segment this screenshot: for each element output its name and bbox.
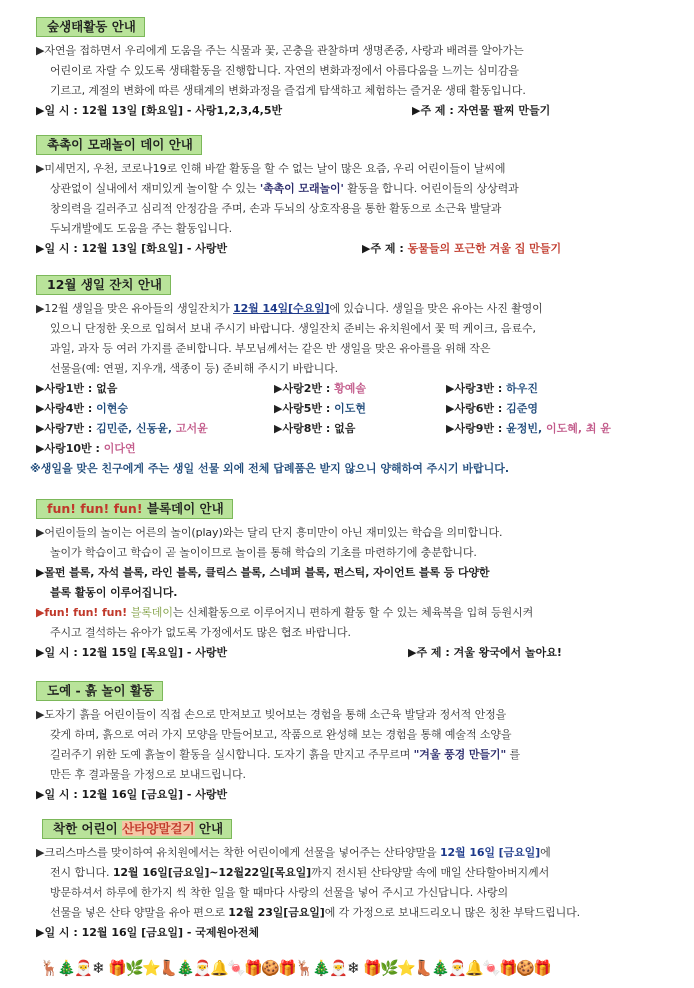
holly-icon: 🌿 <box>125 959 144 977</box>
text: 는 신체활동으로 이루어지니 편하게 활동 할 수 있는 체육복을 입혀 등원시켜 <box>172 606 534 619</box>
date-highlight: 12월 16일 [금요일] <box>439 846 541 859</box>
date-text: ▶일 시 : 12월 16일 [금요일] - 사랑반 <box>36 788 228 801</box>
paragraph <box>36 603 660 623</box>
title-part: 안내 <box>194 821 224 836</box>
tree-icon: 🎄 <box>312 959 331 977</box>
class-label: ▶사랑6반 : <box>446 402 507 415</box>
title-part: 블록데이 안내 <box>146 501 224 516</box>
paragraph: 선물을(예: 연필, 지우개, 색종이 등) 준비해 주시기 바랍니다. <box>50 362 339 375</box>
tree-icon: 🎄 <box>176 959 195 977</box>
class-row <box>36 379 660 399</box>
bell-icon: 🔔 <box>465 959 484 977</box>
holly-icon: 🌿 <box>380 959 399 977</box>
star-icon: ⭐ <box>397 959 416 977</box>
reindeer-icon: 🦌 <box>40 959 59 977</box>
section-birthday <box>30 274 660 479</box>
gift-icon: 🎁 <box>278 959 297 977</box>
date-text: ▶일 시 : 12월 13일 [화요일] - 사랑1,2,3,4,5반 <box>36 104 283 117</box>
paragraph: 기르고, 계절의 변화에 따른 생태계의 변화과정을 즐겁게 탐색하고 체험하는 즐거운 생태 활동입니다. <box>50 84 526 97</box>
title-part: 산타양말걸기 <box>122 821 195 836</box>
text: ▶12월 생일을 맞은 유아들의 생일잔치가 <box>36 302 234 315</box>
paragraph: ▶어린이들의 놀이는 어른의 놀이(play)와는 달리 단지 흥미만이 아닌 재미있는 학습을 의미합니다. <box>36 526 503 539</box>
class-value: 이다연 <box>103 442 136 455</box>
section-title: 12월 생일 잔치 안내 <box>36 275 171 295</box>
paragraph: 만든 후 결과물을 가정으로 보내드립니다. <box>50 768 246 781</box>
star-icon: ⭐ <box>142 959 161 977</box>
paragraph: 창의력을 길러주고 심리적 안정감을 주며, 손과 두뇌의 상호작용을 통한 활동으로 소근육 발달과 <box>50 202 502 215</box>
class-label: ▶사랑2반 : <box>274 382 335 395</box>
class-row <box>36 439 660 459</box>
class-value: 황예솔 <box>334 382 366 395</box>
class-value: 김준영 <box>506 402 538 415</box>
text: ▶fun! fun! fun! <box>36 606 131 619</box>
paragraph: 주시고 결석하는 유아가 없도록 가정에서도 많은 협조 바랍니다. <box>50 626 351 639</box>
paragraph: ▶도자기 흙을 어린이들이 직접 손으로 만져보고 빚어보는 경험을 통해 소근육 발달과 정서적 안정을 <box>36 708 507 721</box>
cookie-icon: 🍪 <box>261 959 280 977</box>
class-label: ▶사랑1반 : <box>36 382 97 395</box>
santa-icon: 🎅 <box>329 959 348 977</box>
tree-icon: 🎄 <box>431 959 450 977</box>
theme-text <box>362 239 561 259</box>
santa-icon: 🎅 <box>193 959 212 977</box>
section-forest <box>36 16 660 121</box>
section-title <box>42 819 232 839</box>
section-title: 촉촉이 모래놀이 데이 안내 <box>36 135 202 155</box>
section-title: 도예 - 흙 놀이 활동 <box>36 681 163 701</box>
schedule-row <box>36 239 660 259</box>
gift-icon: 🎁 <box>363 959 382 977</box>
schedule-row <box>36 101 660 121</box>
paragraph: ▶미세먼지, 우천, 코로나19로 인해 바깥 활동을 할 수 없는 날이 많은 요즘, 우리 어린이들이 날씨에 <box>36 162 506 175</box>
text: 까지 전시된 산타양말 속에 매일 산타할아버지께서 <box>311 866 550 879</box>
birthday-note: ※생일을 맞은 친구에게 주는 생일 선물 외에 전체 답례품은 받지 않으니 양해하여 주시기 바랍니다. <box>30 462 510 475</box>
highlight-text: "겨울 풍경 만들기" <box>413 748 507 761</box>
theme-value: 동물들의 포근한 겨울 집 만들기 <box>407 242 562 255</box>
boot-icon: 👢 <box>414 959 433 977</box>
class-value: 이현승 <box>96 402 128 415</box>
section-santa-sock <box>36 818 660 943</box>
gift-icon: 🎁 <box>499 959 518 977</box>
paragraph: 놀이가 학습이고 학습이 곧 놀이이므로 놀이를 통해 학습의 기초를 마련하기에 충분합니다. <box>50 546 477 559</box>
section-block-day <box>36 498 660 663</box>
santa-icon: 🎅 <box>448 959 467 977</box>
theme-label: ▶주 제 : <box>362 242 408 255</box>
candy-icon: 🍬 <box>482 959 501 977</box>
date-highlight: 12월 16일[금요일]~12월22일[목요일] <box>112 866 312 879</box>
boot-icon: 👢 <box>159 959 178 977</box>
text: 길러주기 위한 도예 흙놀이 활동을 실시합니다. 도자기 흙을 만지고 주무르며 <box>50 748 414 761</box>
paragraph: ▶몰펀 블록, 자석 블록, 라인 블록, 클릭스 블록, 스네퍼 블록, 펀스틱, 자이언트 블록 등 다양한 <box>36 566 490 579</box>
paragraph: 있으니 단정한 옷으로 입혀서 보내 주시기 바랍니다. 생일잔치 준비는 유치원에서 꽃 떡 케이크, 음료수, <box>50 322 536 335</box>
paragraph <box>36 863 660 883</box>
class-label: ▶사랑9반 : <box>446 422 507 435</box>
paragraph: 갖게 하며, 흙으로 여러 가지 모양을 만들어보고, 작품으로 완성해 보는 경험을 통해 예술적 소양을 <box>50 728 512 741</box>
class-value: 고서윤 <box>175 422 208 435</box>
text: 에 있습니다. 생일을 맞은 유아는 사진 촬영이 <box>329 302 543 315</box>
title-part: 착한 어린이 <box>53 821 123 836</box>
text: 활동을 합니다. 어린이들의 상상력과 <box>343 182 519 195</box>
text: 에 각 가정으로 보내드리오니 많은 칭찬 부탁드립니다. <box>324 906 581 919</box>
schedule-row <box>36 785 660 805</box>
paragraph: 블록 활동이 이루어집니다. <box>50 586 178 599</box>
candy-icon: 🍬 <box>227 959 246 977</box>
text: 블록데이 <box>130 606 173 619</box>
date-text: ▶일 시 : 12월 13일 [화요일] - 사랑반 <box>36 242 228 255</box>
theme-text: ▶주 제 : 겨울 왕국에서 놀아요! <box>408 646 562 659</box>
class-value: 이도현 <box>334 402 366 415</box>
gift-icon: 🎁 <box>108 959 127 977</box>
date-text: ▶일 시 : 12월 16일 [금요일] - 국제원아전체 <box>36 926 260 939</box>
paragraph: 과일, 과자 등 여러 가지를 준비합니다. 부모님께서는 같은 반 생일을 맞은 유아를을 위해 작은 <box>50 342 491 355</box>
title-part: fun! fun! fun! <box>47 501 147 516</box>
class-label: ▶사랑10반 : <box>36 442 104 455</box>
gift-icon: 🎁 <box>533 959 552 977</box>
paragraph: 방문하셔서 하루에 한가지 씩 착한 일을 할 때마다 사랑의 선물을 넣어 주시고 가신답니다. 사랑의 <box>50 886 509 899</box>
class-value: 없음 <box>334 422 356 435</box>
highlight-text: '촉촉이 모래놀이' <box>259 182 344 195</box>
santa-icon: 🎅 <box>74 959 93 977</box>
snowflake-icon: ❄ <box>92 959 105 977</box>
text: 를 <box>506 748 521 761</box>
tree-icon: 🎄 <box>57 959 76 977</box>
text: 상관없이 실내에서 재미있게 놀이할 수 있는 <box>50 182 260 195</box>
schedule-row <box>36 643 660 663</box>
text: ▶크리스마스를 맞이하여 유치원에서는 착한 어린이에게 선물을 넣어주는 산타양말을 <box>36 846 440 859</box>
class-label: ▶사랑8반 : <box>274 422 335 435</box>
class-row <box>36 399 660 419</box>
class-value: 하우진 <box>506 382 538 395</box>
paragraph <box>36 843 660 863</box>
class-label: ▶사랑7반 : <box>36 422 97 435</box>
section-pottery <box>36 680 660 805</box>
section-sand <box>36 134 660 259</box>
section-title: 숲생태활동 안내 <box>36 17 145 37</box>
class-value: 김민준, 신동윤, <box>96 422 176 435</box>
date-highlight: 12월 14일[수요일] <box>233 302 330 315</box>
section-title <box>36 499 233 519</box>
paragraph <box>36 903 660 923</box>
class-value: 윤정빈, <box>506 422 546 435</box>
text: 에 <box>540 846 551 859</box>
gift-icon: 🎁 <box>244 959 263 977</box>
date-text: ▶일 시 : 12월 15일 [목요일] - 사랑반 <box>36 646 228 659</box>
paragraph <box>36 745 660 765</box>
cookie-icon: 🍪 <box>516 959 535 977</box>
snowflake-icon: ❄ <box>347 959 360 977</box>
paragraph <box>36 299 660 319</box>
paragraph: 어린이로 자랄 수 있도록 생태활동을 진행합니다. 자연의 변화과정에서 아름다움을 느끼는 심미감을 <box>50 64 519 77</box>
theme-text: ▶주 제 : 자연물 팔찌 만들기 <box>412 104 551 117</box>
reindeer-icon: 🦌 <box>295 959 314 977</box>
class-label: ▶사랑5반 : <box>274 402 335 415</box>
bell-icon: 🔔 <box>210 959 229 977</box>
schedule-row <box>36 923 660 943</box>
paragraph: ▶자연을 접하면서 우리에게 도움을 주는 식물과 꽃, 곤충을 관찰하며 생명존중, 사랑과 배려를 알아가는 <box>36 44 524 57</box>
class-label: ▶사랑4반 : <box>36 402 97 415</box>
class-label: ▶사랑3반 : <box>446 382 507 395</box>
paragraph <box>36 179 660 199</box>
class-value: 없음 <box>96 382 118 395</box>
class-row <box>36 419 660 439</box>
date-highlight: 12월 23일[금요일] <box>228 906 325 919</box>
christmas-decoration-border <box>40 956 660 980</box>
text: 전시 합니다. <box>50 866 113 879</box>
class-value: 이도혜, 최 윤 <box>545 422 611 435</box>
text: 선물을 넣은 산타 양말을 유아 편으로 <box>50 906 229 919</box>
paragraph: 두뇌개발에도 도움을 주는 활동입니다. <box>50 222 233 235</box>
